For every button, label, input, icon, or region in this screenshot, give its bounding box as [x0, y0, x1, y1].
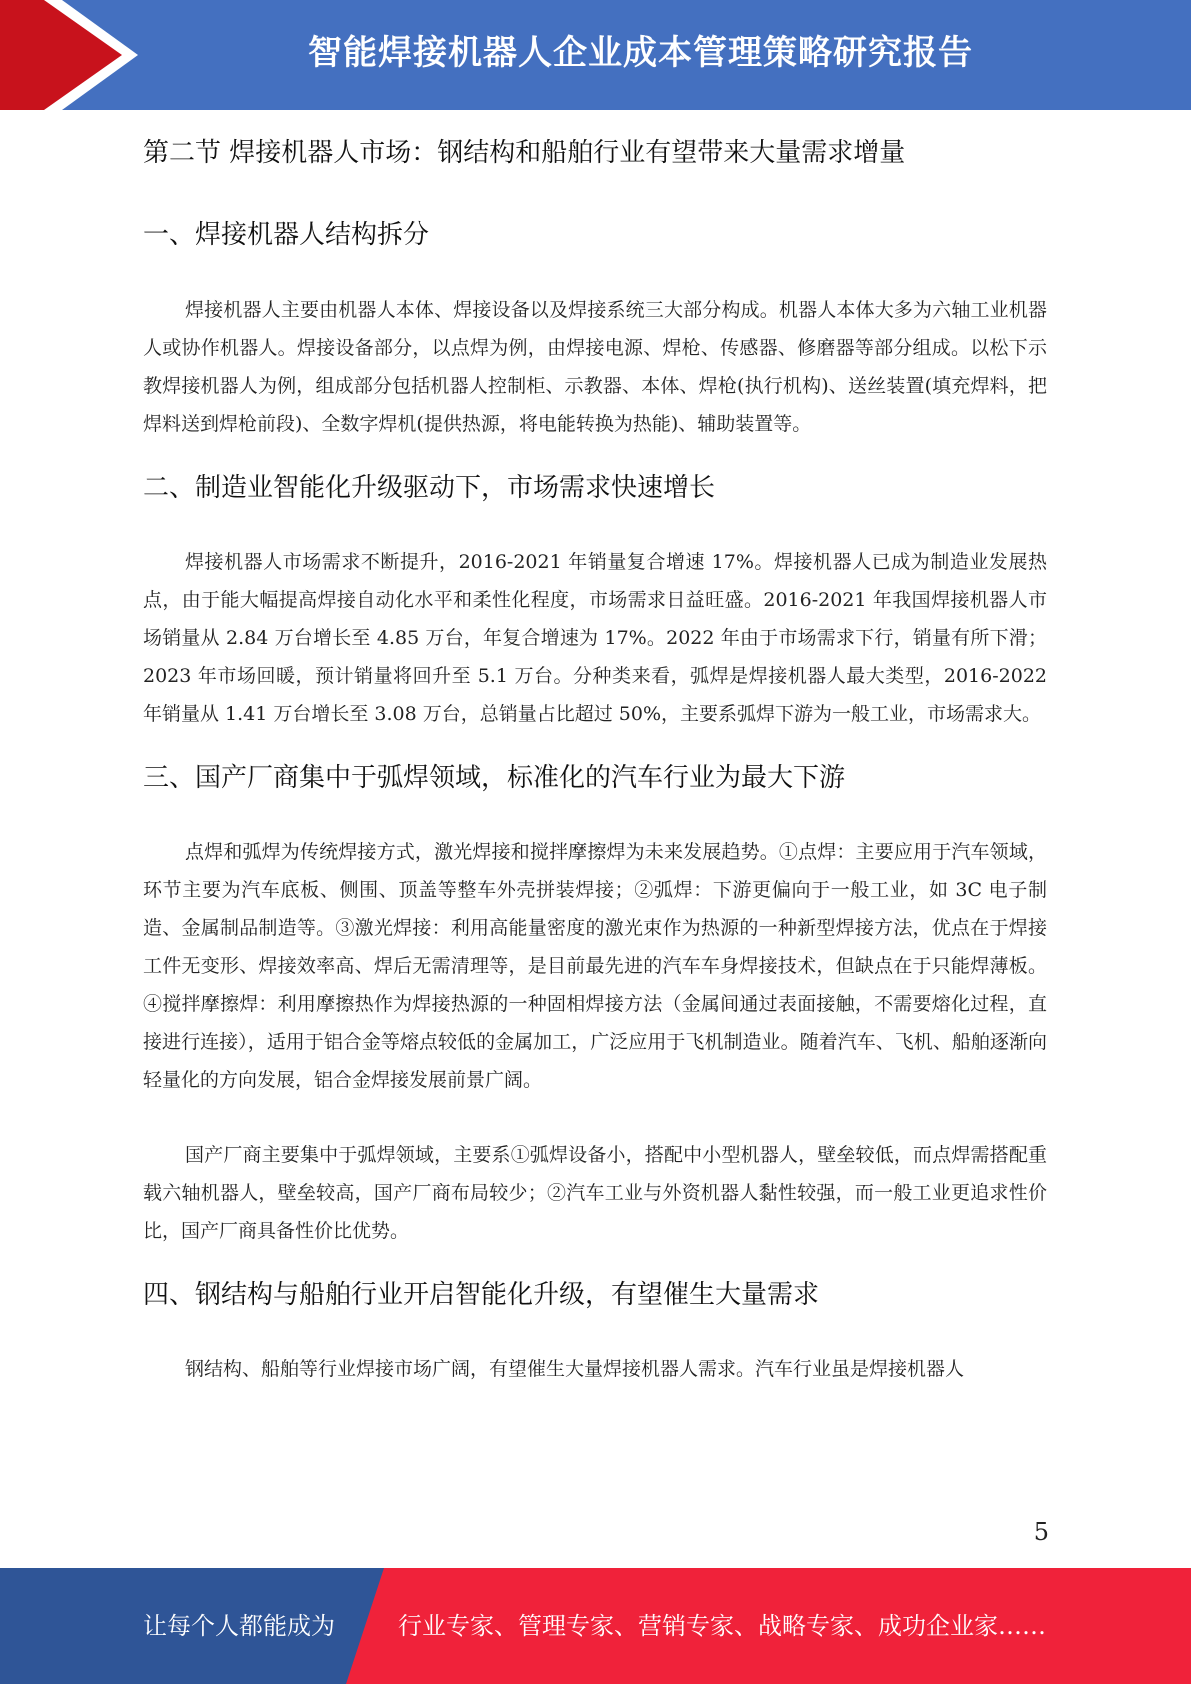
heading-4: 四、钢结构与船舶行业开启智能化升级，有望催生大量需求	[143, 1280, 820, 1310]
report-title: 智能焊接机器人企业成本管理策略研究报告	[308, 33, 973, 73]
paragraph-3: 点焊和弧焊为传统焊接方式，激光焊接和搅拌摩擦焊为未来发展趋势。①点焊：主要应用于汽车领域，环节主要为汽车底板、侧围、顶盖等整车外壳拼装焊接；②弧焊：下游更偏向于一般工业，如 3C 电子制造、金属制品制造等。③激光焊接：利用高能量密度的激光束作为热源的一种新型焊接方法，优点在于焊接工件无变形、焊接效率高、焊后无需清理等，是目前最先进的汽车车身焊接技术，但缺点在于只能焊薄板。④搅拌摩擦焊：利用摩擦热作为焊接热源的一种固相焊接方法（金属间通过表面接触，不需要熔化过程，直接进行连接），适用于铝合金等熔点较低的金属加工，广泛应用于飞机制造业。随着汽车、飞机、船舶逐渐向轻量化的方向发展，铝合金焊接发展前景广阔。	[143, 841, 1047, 1091]
footer-banner	[0, 1568, 1191, 1684]
paragraph-4: 国产厂商主要集中于弧焊领域，主要系①弧焊设备小，搭配中小型机器人，壁垒较低，而点焊需搭配重载六轴机器人，壁垒较高，国产厂商布局较少；②汽车工业与外资机器人黏性较强，而一般工业更追求性价比，国产厂商具备性价比优势。	[143, 1144, 1047, 1242]
heading-1: 一、焊接机器人结构拆分	[143, 220, 430, 250]
paragraph-5: 钢结构、船舶等行业焊接市场广阔，有望催生大量焊接机器人需求。汽车行业虽是焊接机器人	[185, 1358, 965, 1380]
heading-3: 三、国产厂商集中于弧焊领域，标准化的汽车行业为最大下游	[143, 763, 846, 793]
paragraph-1: 焊接机器人主要由机器人本体、焊接设备以及焊接系统三大部分构成。机器人本体大多为六轴工业机器人或协作机器人。焊接设备部分，以点焊为例，由焊接电源、焊枪、传感器、修磨器等部分组成。以松下示教焊接机器人为例，组成部分包括机器人控制柜、示教器、本体、焊枪(执行机构)、送丝装置(填充焊料，把焊料送到焊枪前段)、全数字焊机(提供热源，将电能转换为热能)、辅助装置等。	[143, 299, 1047, 435]
paragraph-2: 焊接机器人市场需求不断提升，2016-2021 年销量复合增速 17%。焊接机器人已成为制造业发展热点，由于能大幅提高焊接自动化水平和柔性化程度，市场需求日益旺盛。2016-2021 年我国焊接机器人市场销量从 2.84 万台增长至 4.85 万台，年复合增速为 17%。2022 年由于市场需求下行，销量有所下滑；2023 年市场回暖，预计销量将回升至 5.1 万台。分种类来看，弧焊是焊接机器人最大类型，2016-2022 年销量从 1.41 万台增长至 3.08 万台，总销量占比超过 50%，主要系弧焊下游为一般工业，市场需求大。	[143, 551, 1047, 725]
main-content	[143, 128, 1047, 1388]
footer-slogan-left: 让每个人都能成为	[143, 1612, 335, 1640]
section-title: 第二节 焊接机器人市场：钢结构和船舶行业有望带来大量需求增量	[143, 138, 906, 168]
page-number: 5	[1033, 1518, 1049, 1546]
header-banner	[0, 0, 1191, 110]
heading-2: 二、制造业智能化升级驱动下，市场需求快速增长	[143, 473, 716, 503]
footer-slogan-right: 行业专家、管理专家、营销专家、战略专家、成功企业家……	[398, 1612, 1046, 1640]
